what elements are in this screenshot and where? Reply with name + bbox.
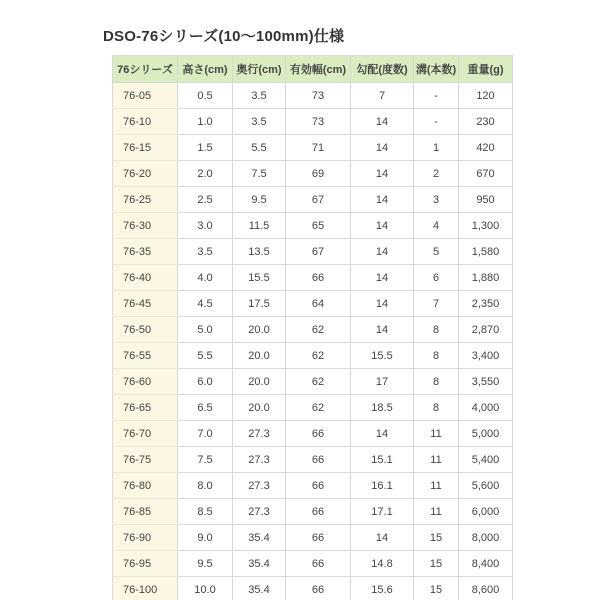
table-row [113,291,513,317]
value-cell: 14 [351,109,414,135]
value-cell: 8,600 [459,577,513,600]
value-cell: 27.3 [233,499,286,525]
value-cell: 69 [286,161,351,187]
value-cell: 14 [351,239,414,265]
value-cell: 14.8 [351,551,414,577]
value-cell: 66 [286,551,351,577]
value-cell: 73 [286,83,351,109]
value-cell: 4.5 [178,291,233,317]
row-label-cell: 76-20 [113,161,178,187]
value-cell: 7.0 [178,421,233,447]
value-cell: 8,000 [459,525,513,551]
row-label-cell: 76-70 [113,421,178,447]
value-cell: 6,000 [459,499,513,525]
value-cell: 67 [286,187,351,213]
value-cell: 35.4 [233,551,286,577]
value-cell: 27.3 [233,473,286,499]
value-cell: 20.0 [233,395,286,421]
value-cell: 20.0 [233,317,286,343]
table-row [113,213,513,239]
value-cell: 14 [351,317,414,343]
value-cell: 66 [286,421,351,447]
value-cell: 1,300 [459,213,513,239]
row-label-cell: 76-40 [113,265,178,291]
value-cell: 14 [351,421,414,447]
value-cell: 5 [414,239,459,265]
spec-table [112,55,513,600]
value-cell: 5.5 [178,343,233,369]
value-cell: 17 [351,369,414,395]
row-label-cell: 76-35 [113,239,178,265]
table-row [113,187,513,213]
value-cell: 6.0 [178,369,233,395]
value-cell: 66 [286,447,351,473]
value-cell: 5.5 [233,135,286,161]
value-cell: 3.5 [233,83,286,109]
value-cell: 1,580 [459,239,513,265]
value-cell: 11 [414,499,459,525]
value-cell: 15 [414,577,459,600]
value-cell: 62 [286,317,351,343]
value-cell: 3 [414,187,459,213]
value-cell: 3.0 [178,213,233,239]
value-cell: 950 [459,187,513,213]
value-cell: 8,400 [459,551,513,577]
value-cell: 9.5 [233,187,286,213]
value-cell: 11 [414,447,459,473]
value-cell: 2 [414,161,459,187]
row-label-cell: 76-25 [113,187,178,213]
value-cell: 8 [414,395,459,421]
row-label-cell: 76-50 [113,317,178,343]
table-row [113,577,513,600]
value-cell: 27.3 [233,447,286,473]
value-cell: 3.5 [178,239,233,265]
value-cell: 3,550 [459,369,513,395]
column-header: 溝(本数) [414,56,459,83]
row-label-cell: 76-30 [113,213,178,239]
row-label-cell: 76-55 [113,343,178,369]
table-row [113,395,513,421]
value-cell: 66 [286,473,351,499]
value-cell: 670 [459,161,513,187]
value-cell: 14 [351,187,414,213]
value-cell: 4 [414,213,459,239]
value-cell: 7.5 [178,447,233,473]
value-cell: 8 [414,317,459,343]
value-cell: 27.3 [233,421,286,447]
value-cell: 66 [286,525,351,551]
table-body [113,83,513,600]
value-cell: 14 [351,161,414,187]
value-cell: 4,000 [459,395,513,421]
value-cell: 11.5 [233,213,286,239]
column-header: 高さ(cm) [178,56,233,83]
value-cell: 3.5 [233,109,286,135]
row-label-cell: 76-100 [113,577,178,600]
row-label-cell: 76-75 [113,447,178,473]
value-cell: 2.5 [178,187,233,213]
value-cell: 15.6 [351,577,414,600]
value-cell: 14 [351,525,414,551]
row-label-cell: 76-60 [113,369,178,395]
value-cell: 14 [351,291,414,317]
table-row [113,369,513,395]
value-cell: 62 [286,343,351,369]
value-cell: 8 [414,343,459,369]
value-cell: 14 [351,213,414,239]
value-cell: 3,400 [459,343,513,369]
value-cell: 15 [414,525,459,551]
column-header: 奥行(cm) [233,56,286,83]
column-header: 勾配(度数) [351,56,414,83]
value-cell: 7 [351,83,414,109]
value-cell: 14 [351,135,414,161]
value-cell: 2,870 [459,317,513,343]
value-cell: 62 [286,395,351,421]
row-label-cell: 76-85 [113,499,178,525]
value-cell: 5,000 [459,421,513,447]
row-label-cell: 76-65 [113,395,178,421]
value-cell: 15.5 [351,343,414,369]
row-label-cell: 76-10 [113,109,178,135]
value-cell: 2.0 [178,161,233,187]
value-cell: 1.5 [178,135,233,161]
value-cell: 71 [286,135,351,161]
value-cell: 0.5 [178,83,233,109]
table-row [113,343,513,369]
value-cell: 65 [286,213,351,239]
value-cell: 120 [459,83,513,109]
value-cell: 1 [414,135,459,161]
row-label-cell: 76-45 [113,291,178,317]
table-row [113,135,513,161]
table-row [113,473,513,499]
value-cell: 5,400 [459,447,513,473]
table-row [113,447,513,473]
value-cell: 7 [414,291,459,317]
table-row [113,499,513,525]
value-cell: 5.0 [178,317,233,343]
value-cell: 17.1 [351,499,414,525]
value-cell: 16.1 [351,473,414,499]
value-cell: 9.5 [178,551,233,577]
value-cell: 35.4 [233,577,286,600]
value-cell: 1,880 [459,265,513,291]
value-cell: 7.5 [233,161,286,187]
value-cell: 35.4 [233,525,286,551]
value-cell: 9.0 [178,525,233,551]
value-cell: 73 [286,109,351,135]
table-row [113,109,513,135]
value-cell: 66 [286,499,351,525]
table-row [113,83,513,109]
value-cell: 5,600 [459,473,513,499]
row-label-cell: 76-80 [113,473,178,499]
value-cell: 6.5 [178,395,233,421]
value-cell: - [414,109,459,135]
table-row [113,317,513,343]
value-cell: 10.0 [178,577,233,600]
value-cell: 230 [459,109,513,135]
value-cell: 1.0 [178,109,233,135]
value-cell: - [414,83,459,109]
row-label-cell: 76-15 [113,135,178,161]
value-cell: 2,350 [459,291,513,317]
row-label-cell: 76-90 [113,525,178,551]
value-cell: 8.5 [178,499,233,525]
table-row [113,265,513,291]
value-cell: 8 [414,369,459,395]
value-cell: 66 [286,265,351,291]
header-row [113,56,513,83]
value-cell: 15.5 [233,265,286,291]
value-cell: 20.0 [233,369,286,395]
value-cell: 15.1 [351,447,414,473]
column-header: 有効幅(cm) [286,56,351,83]
value-cell: 17.5 [233,291,286,317]
value-cell: 15 [414,551,459,577]
value-cell: 20.0 [233,343,286,369]
value-cell: 11 [414,473,459,499]
value-cell: 14 [351,265,414,291]
value-cell: 8.0 [178,473,233,499]
value-cell: 4.0 [178,265,233,291]
table-row [113,525,513,551]
column-header: 重量(g) [459,56,513,83]
value-cell: 11 [414,421,459,447]
row-label-cell: 76-05 [113,83,178,109]
value-cell: 62 [286,369,351,395]
column-header: 76シリーズ [113,56,178,83]
table-row [113,161,513,187]
value-cell: 420 [459,135,513,161]
value-cell: 18.5 [351,395,414,421]
table-row [113,551,513,577]
table-row [113,421,513,447]
row-label-cell: 76-95 [113,551,178,577]
table-row [113,239,513,265]
value-cell: 13.5 [233,239,286,265]
value-cell: 66 [286,577,351,600]
value-cell: 64 [286,291,351,317]
value-cell: 67 [286,239,351,265]
page-title: DSO-76シリーズ(10～100mm)仕様 [103,28,345,45]
value-cell: 6 [414,265,459,291]
